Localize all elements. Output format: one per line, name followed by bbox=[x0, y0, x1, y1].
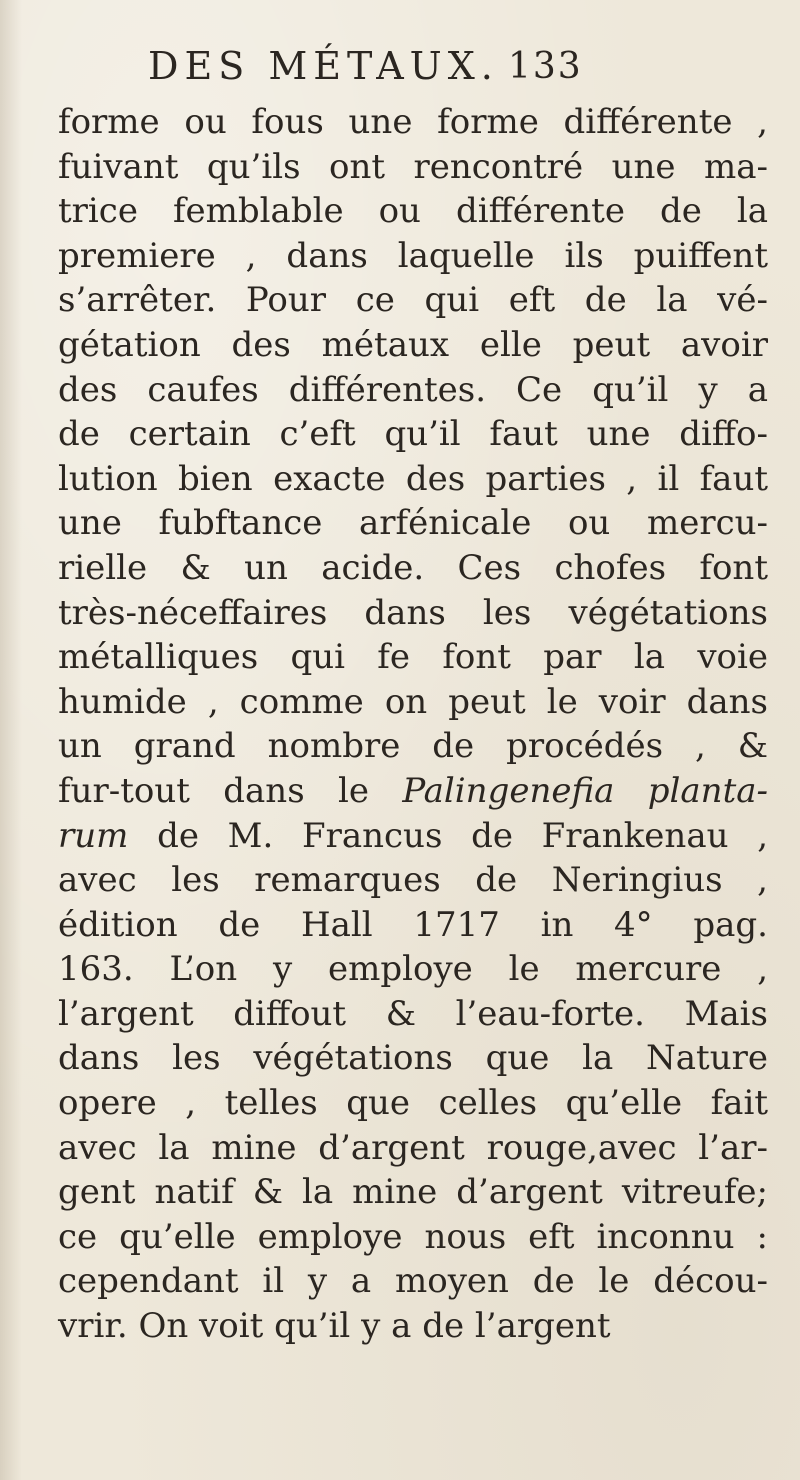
text-segment: forme ou fous une forme différente , bbox=[58, 102, 768, 142]
text-line bbox=[58, 1126, 768, 1171]
text-segment: s’arrêter. Pour ce qui eft de la vé- bbox=[58, 280, 768, 321]
text-line bbox=[58, 992, 768, 1037]
text-segment: fuivant qu’ils ont rencontré une ma- bbox=[58, 146, 768, 187]
text-segment: de certain c’eft qu’il faut une diffo- bbox=[58, 414, 768, 455]
page-header bbox=[148, 44, 668, 94]
text-line bbox=[58, 100, 768, 145]
text-line bbox=[58, 858, 768, 903]
running-title: DES MÉTAUX. bbox=[148, 44, 499, 88]
text-segment: avec les remarques de Neringius , bbox=[58, 860, 768, 901]
text-line bbox=[58, 591, 768, 636]
text-segment: lution bien exacte des parties , il faut bbox=[58, 458, 768, 499]
text-segment: vrir. On voit qu’il y a de l’argent bbox=[58, 1306, 611, 1347]
text-segment: édition de Hall 1717 in 4° pag. bbox=[58, 904, 768, 945]
text-segment: dans les végétations que la Nature bbox=[58, 1038, 768, 1079]
text-segment: cependant il y a moyen de le décou- bbox=[58, 1261, 768, 1302]
text-line bbox=[58, 368, 768, 413]
text-line bbox=[58, 635, 768, 680]
text-line bbox=[58, 814, 768, 859]
text-segment: de M. Francus de Frankenau , bbox=[128, 815, 768, 856]
text-line bbox=[58, 1259, 768, 1304]
text-segment: des caufes différentes. Ce qu’il y a bbox=[58, 369, 768, 410]
text-segment: fur-tout dans le bbox=[58, 770, 403, 811]
text-segment: gétation des métaux elle peut avoir bbox=[58, 324, 768, 365]
text-segment: trice femblable ou différente de la bbox=[58, 191, 768, 232]
text-segment: premiere , dans laquelle ils puiffent bbox=[58, 235, 768, 276]
page-number: 133 bbox=[508, 46, 583, 87]
text-segment: ce qu’elle employe nous eft inconnu : bbox=[58, 1216, 768, 1257]
text-line bbox=[58, 1036, 768, 1081]
text-line bbox=[58, 769, 768, 814]
text-line bbox=[58, 1081, 768, 1126]
text-line bbox=[58, 278, 768, 323]
text-line bbox=[58, 412, 768, 457]
text-line bbox=[58, 145, 768, 190]
text-line bbox=[58, 903, 768, 948]
text-line bbox=[58, 234, 768, 279]
italic-text-segment: rum bbox=[58, 815, 129, 856]
text-segment: très-néceffaires dans les végétations bbox=[58, 592, 768, 633]
text-segment: avec la mine d’argent rouge,avec l’ar- bbox=[58, 1127, 768, 1168]
text-line bbox=[58, 501, 768, 546]
text-segment: l’argent diffout & l’eau-forte. Mais bbox=[58, 993, 768, 1034]
text-line bbox=[58, 680, 768, 725]
body-text bbox=[58, 100, 768, 1349]
text-segment: métalliques qui fe font par la voie bbox=[58, 637, 768, 678]
text-segment: humide , comme on peut le voir dans bbox=[58, 681, 768, 722]
text-line bbox=[58, 323, 768, 368]
text-line bbox=[58, 189, 768, 234]
text-line bbox=[58, 724, 768, 769]
text-line bbox=[58, 947, 768, 992]
text-line bbox=[58, 1215, 768, 1260]
text-line bbox=[58, 1170, 768, 1215]
text-line bbox=[58, 546, 768, 591]
text-line bbox=[58, 457, 768, 502]
text-segment: rielle & un acide. Ces chofes font bbox=[58, 547, 768, 588]
text-segment: un grand nombre de procédés , & bbox=[58, 726, 768, 767]
text-segment: une fubftance arfénicale ou mercu- bbox=[58, 503, 768, 544]
italic-text-segment: Palingenefia planta- bbox=[402, 770, 768, 811]
text-line bbox=[58, 1304, 768, 1349]
text-segment: opere , telles que celles qu’elle fait bbox=[58, 1083, 768, 1124]
gutter-shadow bbox=[0, 0, 22, 1480]
text-segment: 163. L’on y employe le mercure , bbox=[58, 949, 768, 990]
text-segment: gent natif & la mine d’argent vitreufe; bbox=[58, 1172, 768, 1213]
